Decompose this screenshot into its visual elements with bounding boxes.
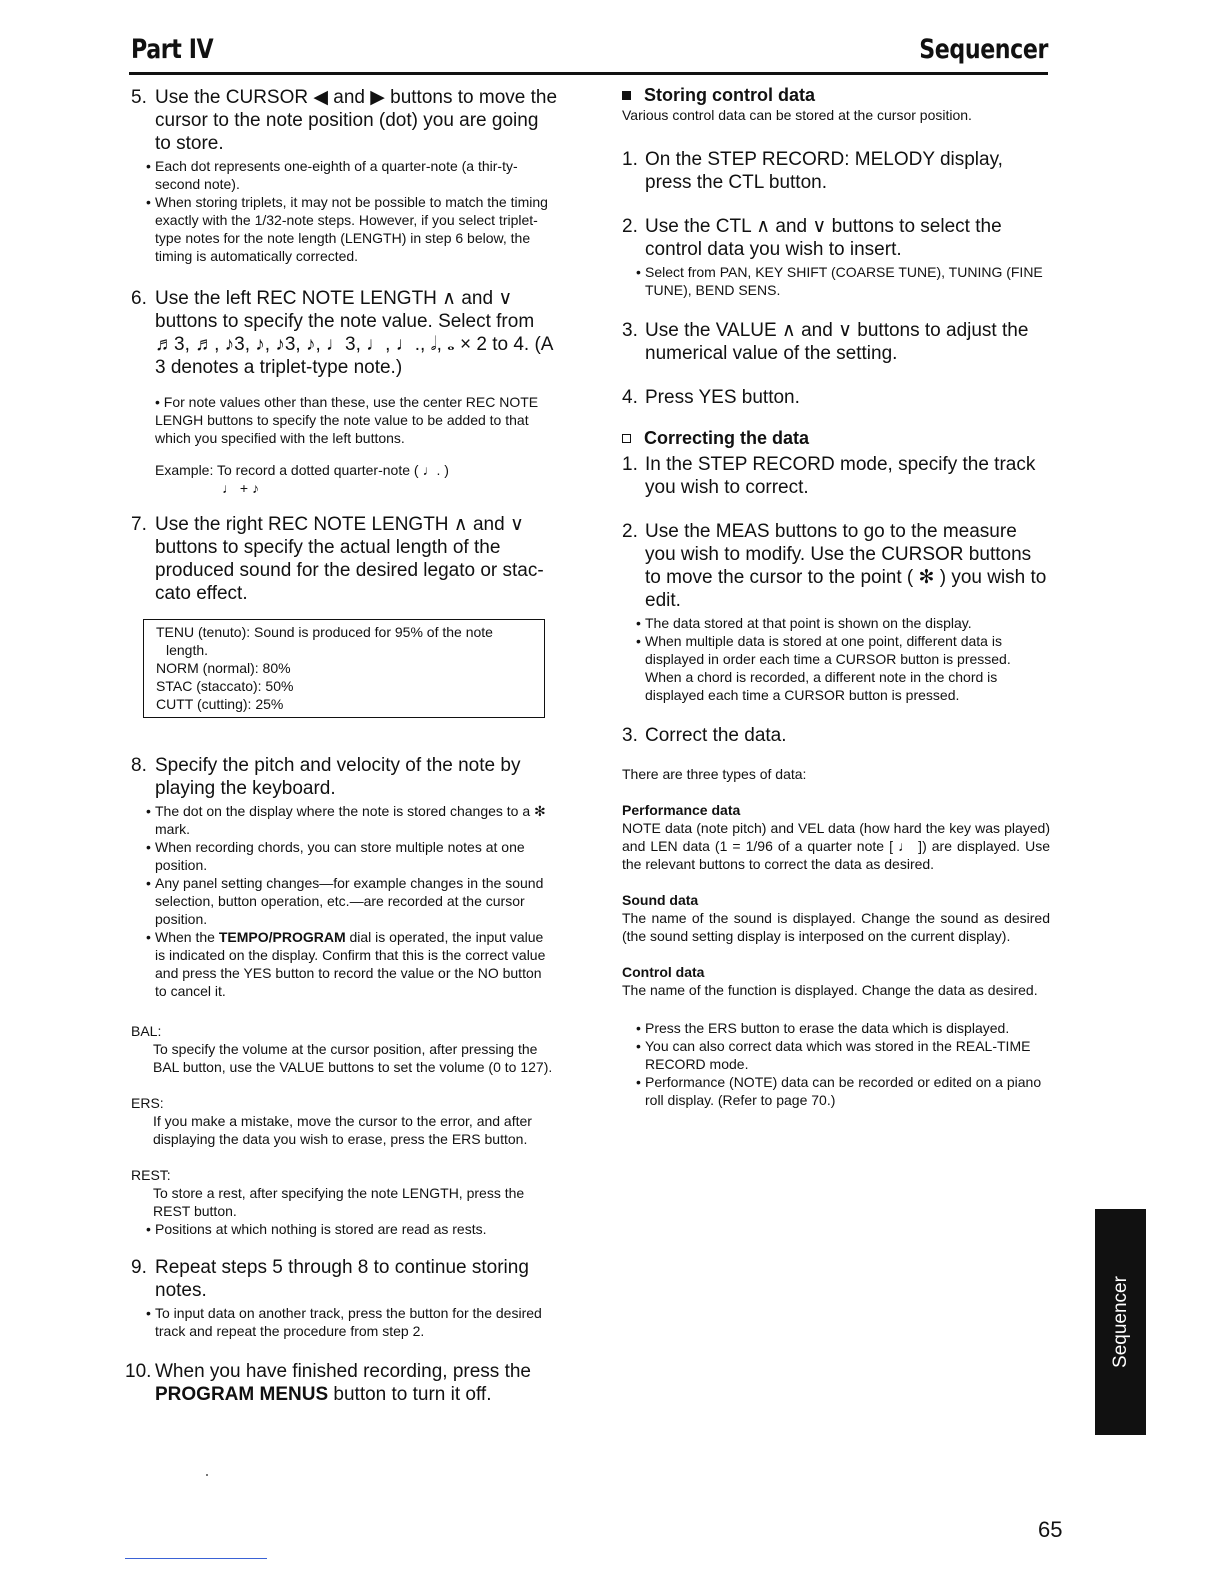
- step-8-bullets: [131, 802, 557, 1000]
- step-5-bullets: [131, 157, 557, 265]
- step-9-bullets: [131, 1304, 557, 1340]
- step-6: 6. Use the left REC NOTE LENGTH ∧ and ∨ buttons to specify the note value. Select from ♬3, ♬, ♪3, ♪, ♪3, ♪, ♩3, ♩, ♩., 𝅗𝅥, 𝅝 × 2 to 4. (A 3 denotes a triplet-type note.): [131, 288, 553, 378]
- step-7: 7. Use the right REC NOTE LENGTH ∧ and ∨ buttons to specify the actual length of the produced sound for the desired legato or stac-cato effect.: [131, 514, 544, 604]
- storing-heading: Storing control data: [622, 84, 1050, 106]
- performance-data: Performance data NOTE data (note pitch) and VEL data (how hard the key was played) and LEN data (1 = 1/96 of a quarter note [ ♩ ]) are displayed. Use the relevant buttons to correct the data as desired.: [622, 802, 1050, 872]
- step-9: 9. Repeat steps 5 through 8 to continue storing notes.: [131, 1257, 529, 1301]
- list-item: • Any panel setting changes—for example changes in the sound selection, button operation, etc.—are recorded at the cursor position.: [146, 875, 544, 927]
- storing-description: Various control data can be stored at the cursor position.: [622, 107, 972, 123]
- chapter-tab: Sequencer: [1095, 1209, 1146, 1435]
- step-5: 5. Use the CURSOR ◀ and ▶ buttons to move the cursor to the note position (dot) you are going to store.: [131, 87, 558, 154]
- bal-entry: BAL: To specify the volume at the cursor position, after pressing the BAL button, use the VALUE buttons to set the volume (0 to 127).: [131, 1023, 553, 1075]
- sound-data: Sound data The name of the sound is displayed. Change the sound as desired (the sound setting display is interposed on the current display).: [622, 892, 1050, 944]
- list-item: • To input data on another track, press the button for the desired track and repeat the procedure from step 2.: [146, 1305, 542, 1339]
- storing-step-2-bullets: [622, 263, 1050, 299]
- list-item: • You can also correct data which was stored in the REAL-TIME RECORD mode.: [636, 1038, 1031, 1072]
- final-bullets: [622, 1019, 1050, 1109]
- part-title: Part IV: [131, 34, 214, 65]
- list-item: • Positions at which nothing is stored are read as rests.: [146, 1221, 487, 1237]
- ers-entry: ERS: If you make a mistake, move the cursor to the error, and after displaying the data you wish to erase, press the ERS button.: [131, 1095, 532, 1147]
- correcting-heading: Correcting the data: [622, 427, 1050, 449]
- list-item: • Press the ERS button to erase the data which is displayed.: [636, 1020, 1010, 1036]
- rest-bullets: [131, 1220, 557, 1238]
- list-item: • Select from PAN, KEY SHIFT (COARSE TUNE), TUNING (FINE TUNE), BEND SENS.: [636, 264, 1043, 298]
- footer-line: [125, 1558, 267, 1559]
- right-column: [622, 84, 1050, 1109]
- example: Example: To record a dotted quarter-note ( ♩. ) ♩ + ♪: [155, 462, 449, 496]
- correcting-step-2-bullets: [622, 614, 1050, 704]
- filled-square-icon: [622, 91, 631, 100]
- correcting-step-3: 3. Correct the data.: [622, 725, 787, 746]
- header-rule: [129, 72, 1048, 75]
- storing-step-1: 1. On the STEP RECORD: MELODY display, press the CTL button.: [622, 149, 1003, 193]
- storing-step-2: 2. Use the CTL ∧ and ∨ buttons to select the control data you wish to insert.: [622, 216, 1002, 260]
- section-title: Sequencer: [919, 34, 1048, 65]
- list-item: • When storing triplets, it may not be possible to match the timing exactly with the 1/32-note steps. However, if you select triplet-type notes for the note length (LENGTH) in step 6 below, the timing is automatically corrected.: [146, 194, 548, 264]
- left-column: [125, 84, 558, 1406]
- step-8: 8. Specify the pitch and velocity of the note by playing the keyboard.: [131, 755, 521, 799]
- correcting-step-1: 1. In the STEP RECORD mode, specify the track you wish to correct.: [622, 454, 1036, 498]
- list-item: • The data stored at that point is shown on the display.: [636, 615, 972, 631]
- open-square-icon: [622, 434, 631, 443]
- control-data: Control data The name of the function is displayed. Change the data as desired.: [622, 964, 1038, 998]
- page-number: 65: [1038, 1517, 1063, 1542]
- step-6-note: • For note values other than these, use the center REC NOTE LENGH buttons to specify the note value to be added to that which you specified with the left buttons.: [155, 394, 539, 446]
- rest-entry: REST: To store a rest, after specifying the note LENGTH, press the REST button.: [131, 1167, 525, 1219]
- step-10: 10. When you have finished recording, press the PROGRAM MENUS button to turn it off.: [125, 1361, 531, 1405]
- storing-step-4: 4. Press YES button.: [622, 387, 800, 408]
- data-types-intro: There are three types of data:: [622, 766, 807, 782]
- list-item: • Performance (NOTE) data can be recorded or edited on a piano roll display. (Refer to page 70.): [636, 1074, 1042, 1108]
- list-item: • Each dot represents one-eighth of a quarter-note (a thir-ty-second note).: [146, 158, 518, 192]
- list-item: • When the TEMPO/PROGRAM dial is operated, the input value is indicated on the display. Confirm that this is the correct value and press the YES button to record the value or the NO button to cancel it.: [146, 929, 546, 999]
- storing-step-3: 3. Use the VALUE ∧ and ∨ buttons to adjust the numerical value of the setting.: [622, 320, 1029, 364]
- list-item: • When recording chords, you can store multiple notes at one position.: [146, 839, 525, 873]
- correcting-step-2: 2. Use the MEAS buttons to go to the measure you wish to modify. Use the CURSOR buttons to move the cursor to the point ( ✻ ) you wish to edit.: [622, 521, 1047, 611]
- list-item: • The dot on the display where the note is stored changes to a ✻ mark.: [146, 803, 546, 837]
- list-item: • When multiple data is stored at one point, different data is displayed in order each time a CURSOR button is pressed. When a chord is recorded, a different note in the chord is displayed each time a CURSOR button is pressed.: [636, 633, 1011, 703]
- scan-speck: [206, 1474, 208, 1476]
- length-table: TENU (tenuto): Sound is produced for 95% of the note length. NORM (normal): 80% STAC (staccato): 50% CUTT (cutting): 25%: [143, 619, 545, 718]
